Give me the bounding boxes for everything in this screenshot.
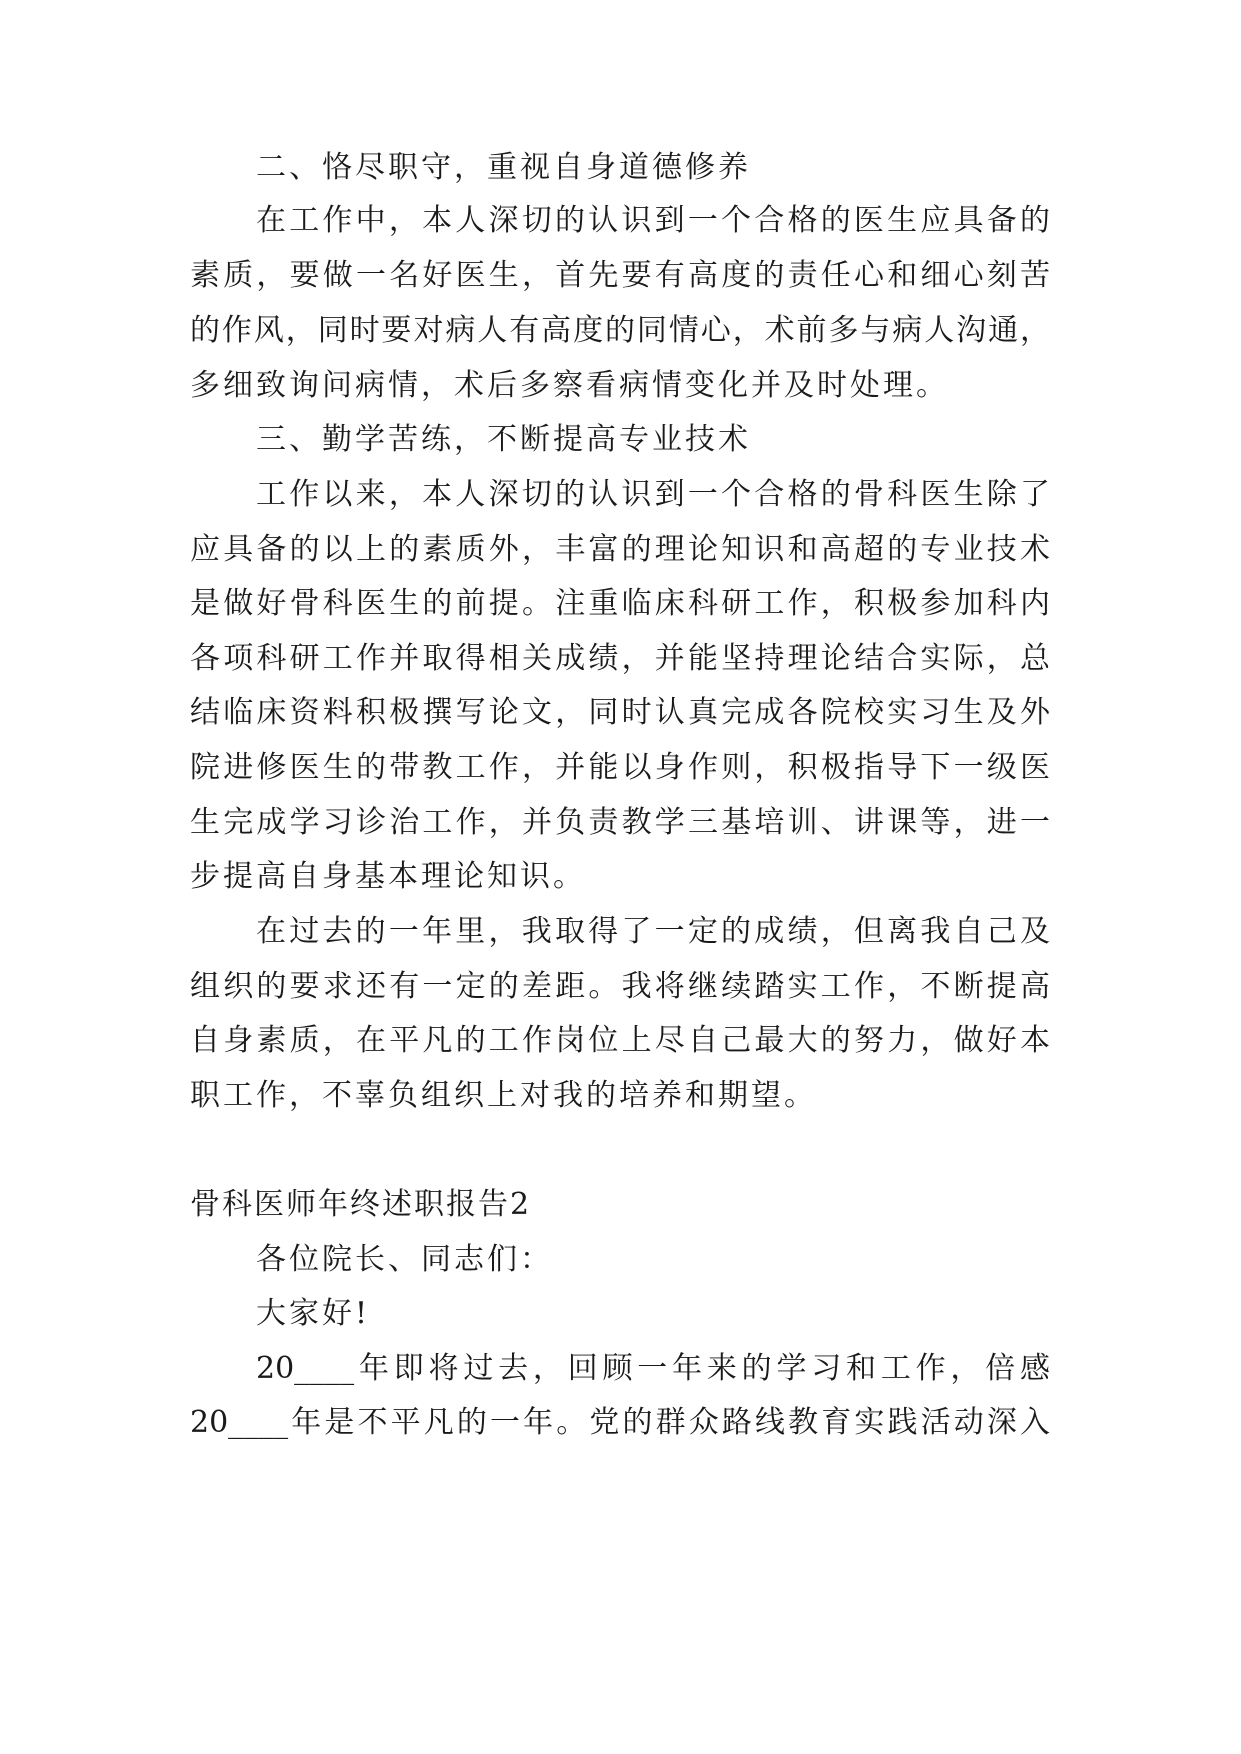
paragraph-line: 的作风，同时要对病人有高度的同情心，术前多与病人沟通， (190, 313, 1050, 348)
paragraph-line: 在工作中，本人深切的认识到一个合格的医生应具备的 (256, 203, 1050, 238)
paragraph-line: 工作以来，本人深切的认识到一个合格的骨科医生除了 (256, 477, 1050, 512)
paragraph-line: 素质，要做一名好医生，首先要有高度的责任心和细心刻苦 (190, 258, 1050, 293)
paragraph-line: 是做好骨科医生的前提。注重临床科研工作，积极参加科内 (190, 586, 1050, 621)
paragraph-line: 院进修医生的带教工作，并能以身作则，积极指导下一级医 (190, 750, 1050, 785)
salutation: 各位院长、同志们： (256, 1242, 553, 1277)
paragraph-line: 结临床资料积极撰写论文，同时认真完成各院校实习生及外 (190, 695, 1050, 730)
paragraph-line: 20____年是不平凡的一年。党的群众路线教育实践活动深入 (190, 1405, 1050, 1440)
report-title: 骨科医师年终述职报告2 (190, 1187, 532, 1222)
paragraph-line: 职工作，不辜负组织上对我的培养和期望。 (190, 1078, 817, 1113)
section-heading-3: 三、勤学苦练，不断提高专业技术 (256, 422, 751, 457)
paragraph-line: 步提高自身基本理论知识。 (190, 859, 586, 894)
paragraph-line: 组织的要求还有一定的差距。我将继续踏实工作，不断提高 (190, 969, 1050, 1004)
paragraph-line: 多细致询问病情，术后多察看病情变化并及时处理。 (190, 368, 949, 403)
section-heading-2: 二、恪尽职守，重视自身道德修养 (256, 150, 751, 185)
paragraph-line: 20____年即将过去，回顾一年来的学习和工作，倍感 (256, 1351, 1050, 1386)
paragraph-line: 各项科研工作并取得相关成绩，并能坚持理论结合实际，总 (190, 641, 1050, 676)
greeting: 大家好! (256, 1296, 371, 1331)
paragraph-line: 自身素质，在平凡的工作岗位上尽自己最大的努力，做好本 (190, 1023, 1050, 1058)
paragraph-line: 应具备的以上的素质外，丰富的理论知识和高超的专业技术 (190, 532, 1050, 567)
paragraph-line: 生完成学习诊治工作，并负责教学三基培训、讲课等，进一 (190, 805, 1050, 840)
paragraph-line: 在过去的一年里，我取得了一定的成绩，但离我自己及 (256, 914, 1050, 949)
